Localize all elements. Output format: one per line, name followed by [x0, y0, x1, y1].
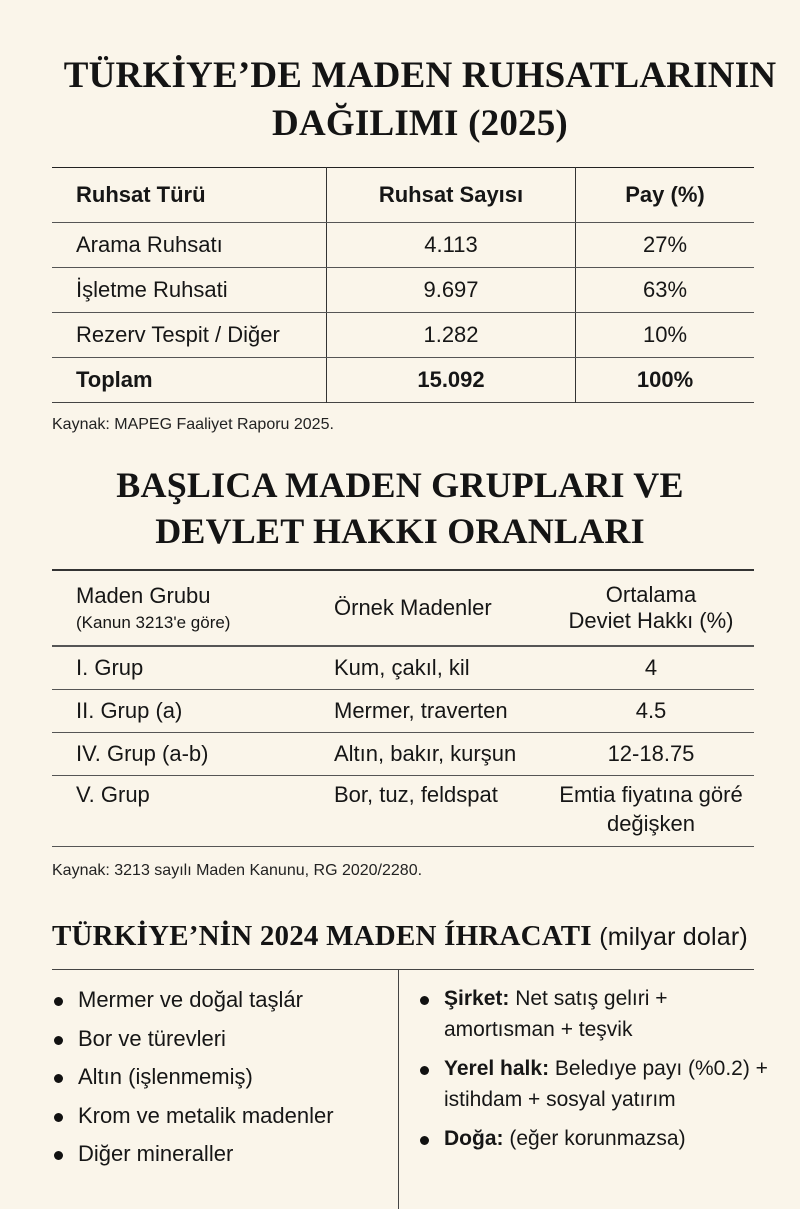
title-unit: (milyar dolar) [599, 923, 748, 951]
cell-license-count: 4.113 [327, 223, 576, 268]
column-divider [398, 969, 399, 1209]
header-royalty [554, 570, 754, 646]
cell-examples: Altın, bakır, kurşun [334, 733, 554, 776]
cell-royalty: 4.5 [554, 690, 754, 733]
list-item-text: Altın (işlenmemiş) [78, 1064, 253, 1089]
bullet-icon [54, 997, 63, 1006]
cell-royalty: 12-18.75 [554, 733, 754, 776]
list-item-label: Doğa: [444, 1127, 504, 1150]
mining-groups-table [52, 569, 754, 847]
header-mining-group [52, 570, 334, 646]
cell-share: 63% [576, 268, 755, 313]
header-example-minerals: Örnek Madenler [334, 570, 554, 646]
cell-group: IV. Grup (a-b) [52, 733, 334, 776]
title-mining-groups: BAŞLICA MADEN GRUPLARI VE DEVLET HAKKI ORANLARI [116, 465, 684, 551]
header-license-type: Ruhsat Türü [52, 168, 327, 223]
list-item [54, 1022, 334, 1061]
source-note-mining-law: Kaynak: 3213 sayılı Maden Kanunu, RG 2020/2280. [52, 862, 423, 879]
header-royalty-line1: Ortalama [605, 582, 697, 607]
cell-license-type: Rezerv Tespit / Diğer [52, 313, 327, 358]
table-row [52, 646, 754, 690]
list-item-text: Beledıye payı (%0.2) + istihdam + sosyal yatırım [444, 1057, 768, 1111]
list-item-text: (eğer korunmazsa) [509, 1127, 686, 1150]
list-item-text: Krom ve metalik madenler [78, 1102, 334, 1128]
table-row [52, 268, 754, 313]
list-item-text: Mermer ve doğal taşlár [78, 987, 303, 1012]
header-license-count: Ruhsat Sayısı [327, 168, 576, 223]
header-share: Pay (%) [576, 168, 755, 223]
title-mining-exports [52, 916, 748, 957]
cell-share: 10% [576, 313, 755, 358]
list-item [420, 1123, 770, 1154]
source-note-mapeg: Kaynak: MAPEG Faaliyet Raporu 2025. [52, 416, 334, 433]
cell-examples: Mermer, traverten [334, 690, 554, 733]
cell-share: 27% [576, 223, 755, 268]
cell-examples: Kum, çakıl, kil [334, 646, 554, 690]
list-item [420, 983, 770, 1045]
cell-license-type: İşletme Ruhsati [52, 268, 327, 313]
list-item [54, 983, 334, 1022]
table-row [52, 313, 754, 358]
table-header-row [52, 570, 754, 646]
list-item [420, 1053, 770, 1115]
list-item-text: Bor ve türevleri [78, 1025, 226, 1051]
cell-license-type: Arama Ruhsatı [52, 223, 327, 268]
header-mining-group-label: Maden Grubu [76, 583, 211, 608]
license-table [52, 167, 754, 403]
cell-group: I. Grup [52, 646, 334, 690]
table-total-row [52, 358, 754, 403]
export-items-list [54, 983, 334, 1176]
table-row [52, 776, 754, 847]
list-item [54, 1137, 334, 1176]
list-item [54, 1099, 334, 1138]
bullet-icon [54, 1036, 63, 1045]
bullet-icon [420, 996, 429, 1005]
cell-license-count: 1.282 [327, 313, 576, 358]
list-item [54, 1060, 334, 1099]
cell-group: V. Grup [76, 782, 150, 807]
cell-royalty: Emtia fiyatına göré değişken [559, 782, 743, 836]
table-row [52, 690, 754, 733]
list-item-text: Net satış gelıri + amortısman + teşvik [444, 987, 668, 1041]
table-row [52, 223, 754, 268]
cell-royalty: 4 [554, 646, 754, 690]
bullet-icon [54, 1151, 63, 1160]
bullet-icon [420, 1136, 429, 1145]
cell-examples: Bor, tuz, feldspat [334, 782, 498, 807]
table-header-row [52, 168, 754, 223]
cell-license-count: 9.697 [327, 268, 576, 313]
cell-group: II. Grup (a) [52, 690, 334, 733]
cell-total-label: Toplam [76, 367, 153, 392]
bullet-icon [54, 1074, 63, 1083]
section-divider [52, 969, 754, 970]
bullet-icon [54, 1113, 63, 1122]
bullet-icon [420, 1066, 429, 1075]
header-royalty-line2: Deviet Hakkı (%) [568, 608, 734, 633]
header-mining-group-sub: (Kanun 3213'e göre) [76, 613, 231, 632]
list-item-label: Yerel halk: [444, 1057, 550, 1080]
stakeholder-list [420, 983, 770, 1162]
title-mining-exports-text: TÜRKİYE’NİN 2024 MADEN ÍHRACATI [52, 920, 592, 952]
cell-total-share: 100% [576, 358, 755, 403]
table-row [52, 733, 754, 776]
cell-total-count: 15.092 [327, 358, 576, 403]
list-item-text: Diğer mineraller [78, 1141, 234, 1166]
list-item-label: Şirket: [444, 987, 510, 1010]
title-license-distribution: TÜRKİYE’DE MADEN RUHSATLARININ DAĞILIMI (2025) [63, 55, 777, 144]
